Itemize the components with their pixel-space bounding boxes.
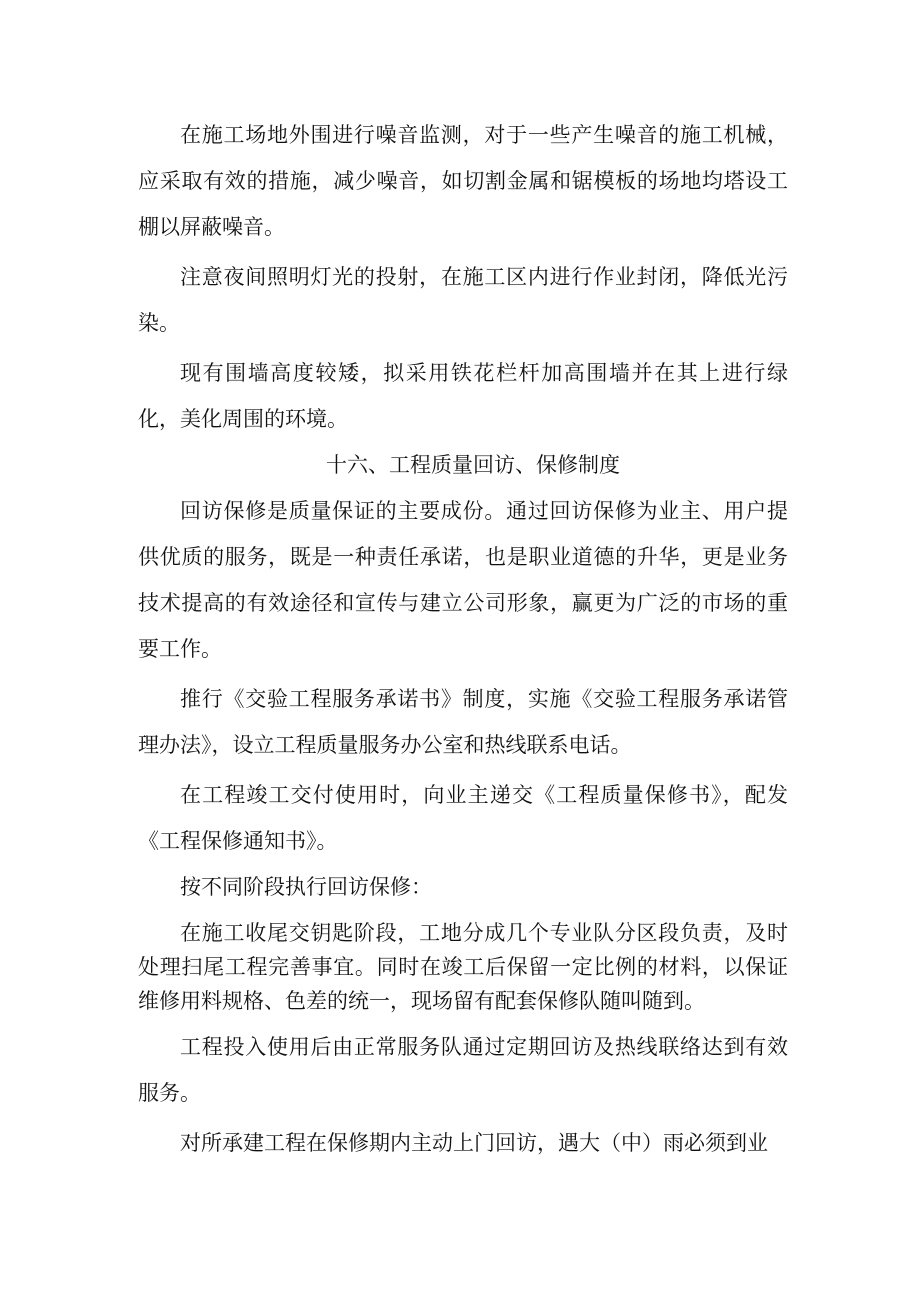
section-heading: 十六、工程质量回访、保修制度 [326,453,620,477]
document-body [138,112,788,1166]
paragraph-fence-greening: 现有围墙高度较矮，拟采用铁花栏杆加高围墙并在其上进行绿化，美化周围的环境。 [138,361,788,431]
paragraph-handover-stage: 在施工收尾交钥匙阶段，工地分成几个专业队分区段负责，及时处理扫尾工程完善事宜。同时在竣工后保留一定比例的材料，以保证维修用料规格、色差的统一，现场留有配套保修队随叫随到。 [138,921,788,1013]
paragraph-night-lighting: 注意夜间照明灯光的投射，在施工区内进行作业封闭，降低光污染。 [138,265,788,335]
paragraph-noise-monitoring: 在施工场地外围进行噪音监测，对于一些产生噪音的施工机械，应采取有效的措施，减少噪音，如切割金属和锯模板的场地均塔设工棚以屏蔽噪音。 [138,123,788,239]
paragraph-stage-execution: 按不同阶段执行回访保修： [180,875,432,899]
paragraph-regular-service: 工程投入使用后由正常服务队通过定期回访及热线联络达到有效服务。 [138,1035,788,1105]
paragraph-handover-warranty-book: 在工程竣工交付使用时，向业主递交《工程质量保修书》，配发《工程保修通知书》。 [138,783,788,853]
paragraph-warranty-visit: 对所承建工程在保修期内主动上门回访，遇大（中）雨必须到业 [180,1131,768,1155]
paragraph-revisit-warranty: 回访保修是质量保证的主要成份。通过回访保修为业主、用户提供优质的服务，既是一种责任承诺，也是职业道德的升华，更是业务技术提高的有效途径和宣传与建立公司形象，赢更为广泛的市场的重要工作。 [138,499,788,661]
paragraph-service-commitment: 推行《交验工程服务承诺书》制度，实施《交验工程服务承诺管理办法》，设立工程质量服务办公室和热线联系电话。 [138,687,788,757]
